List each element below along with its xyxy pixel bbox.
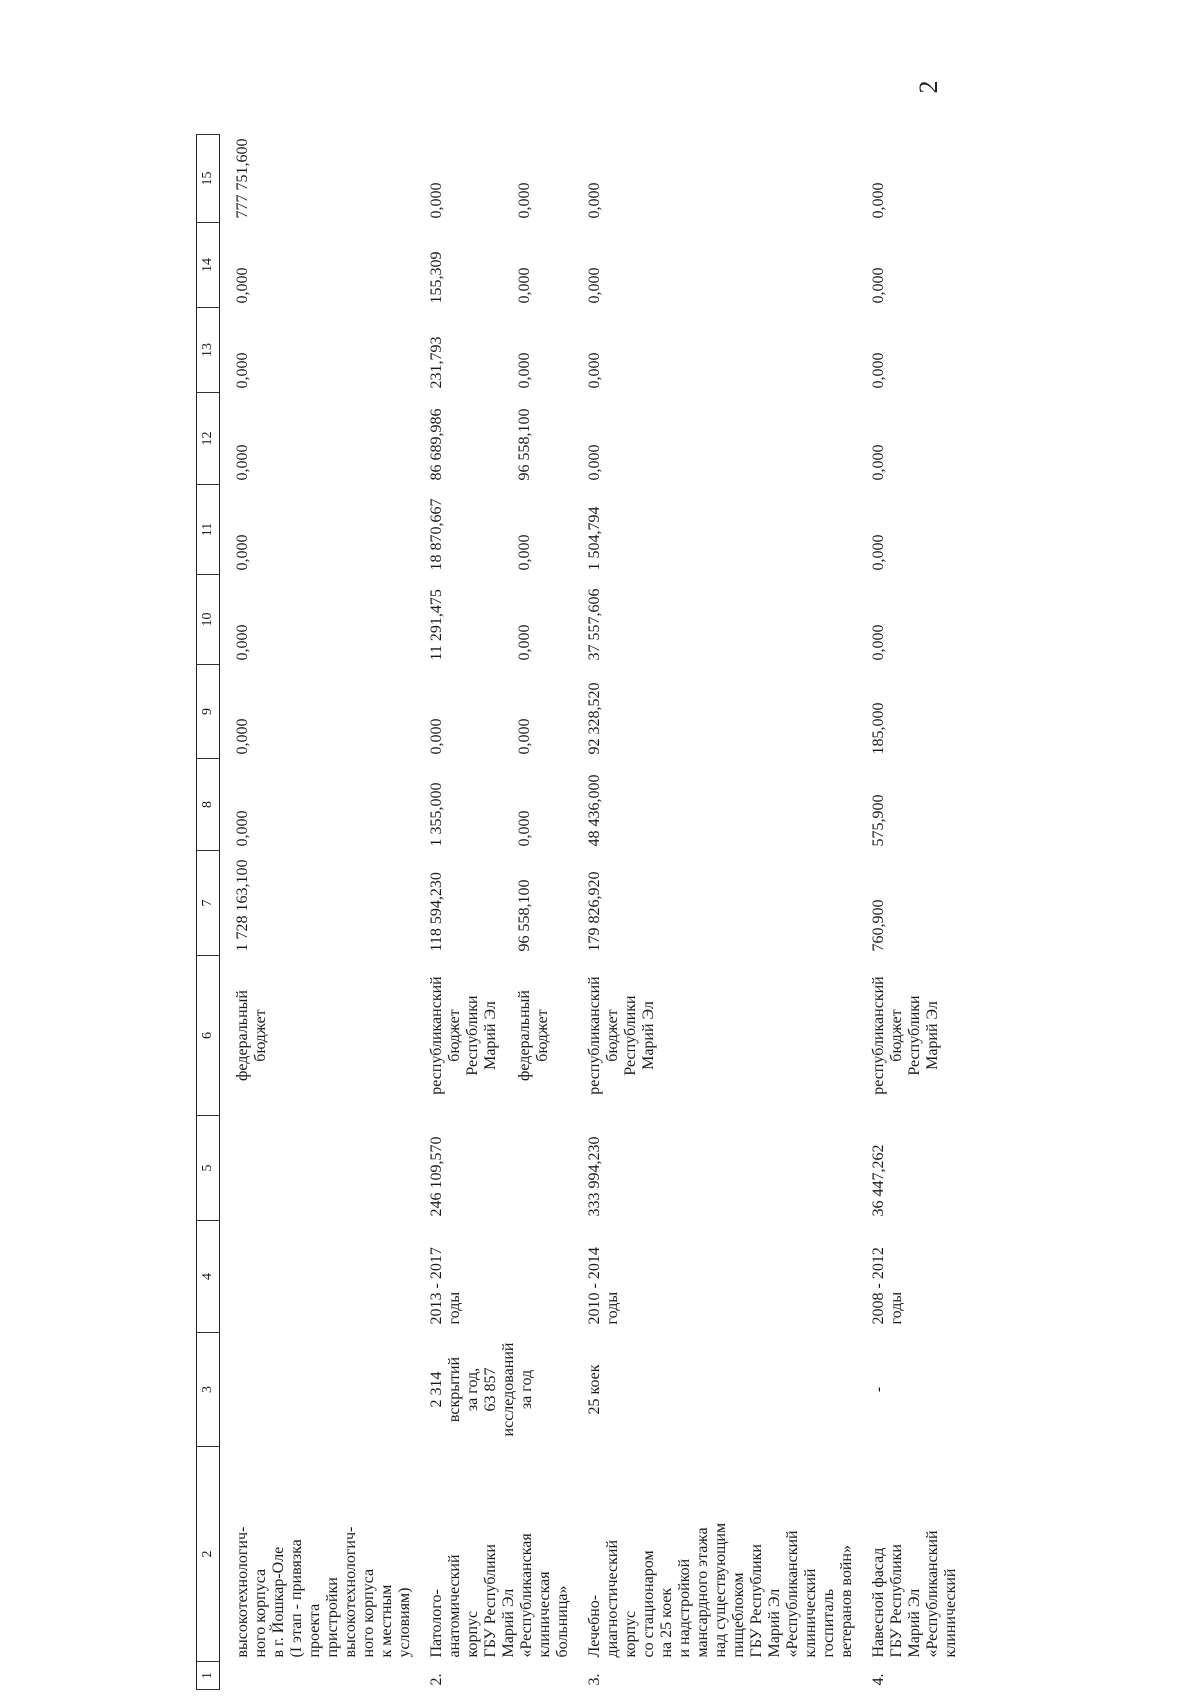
amount-cell (220, 759, 415, 851)
object-name (856, 1447, 960, 1662)
amount-value: 48 436,000 (586, 774, 603, 847)
object-name-line: ГБУ Республики (888, 1544, 905, 1658)
funding-source-line: Республики (464, 995, 481, 1076)
funding-source-line: республиканский (870, 976, 887, 1095)
amount-value: 37 557,606 (586, 588, 603, 661)
object-name-line: «Республиканский (924, 1530, 941, 1658)
column-header: 11 (197, 485, 220, 575)
column-header: 2 (197, 1447, 220, 1662)
funding-source (414, 956, 572, 1116)
amount-value: 0,000 (428, 182, 445, 219)
amount-value: 1 504,794 (586, 506, 603, 571)
amount-value: 0,000 (234, 810, 251, 847)
period-line: годы (446, 1291, 463, 1325)
amount-cell (572, 485, 856, 575)
column-header: 7 (197, 851, 220, 956)
amount-cell (572, 393, 856, 485)
object-name-line: клинический (802, 1568, 819, 1658)
table-row (572, 135, 856, 1690)
object-name-line: проекта (306, 1603, 323, 1658)
estimated-cost: 246 109,570 (428, 1136, 445, 1217)
period-line: годы (604, 1291, 621, 1325)
amount-cell (572, 665, 856, 759)
amount-value: 1 728 163,100 (234, 859, 251, 952)
amount-value: 0,000 (586, 444, 603, 481)
amount-value: 0,000 (586, 352, 603, 389)
funding-source-line: бюджет (888, 1009, 905, 1062)
amount-cell (414, 135, 572, 223)
amount-cell (414, 851, 572, 956)
object-name-line: Навесной фасад (870, 1547, 887, 1658)
amount-cell (414, 485, 572, 575)
amount-cell (414, 223, 572, 308)
amount-cell (856, 223, 960, 308)
amount-value: 1 355,000 (428, 782, 445, 847)
amount-cell (572, 308, 856, 393)
amount-value: 0,000 (516, 534, 533, 571)
capacity-line: за год (518, 1369, 535, 1410)
funding-source (572, 956, 856, 1116)
capacity (856, 1333, 960, 1447)
funding-source-line: Республики (622, 995, 639, 1076)
capacity (414, 1333, 572, 1447)
amount-value: 185,000 (870, 702, 887, 755)
amount-value: 0,000 (516, 718, 533, 755)
object-name-line: в г. Йошкар-Оле (270, 1546, 287, 1658)
capacity-line: - (870, 1386, 887, 1393)
funding-source-line: бюджет (604, 1009, 621, 1062)
row-number: 4. (870, 1673, 887, 1686)
column-header: 4 (197, 1221, 220, 1333)
amount-value: 0,000 (870, 624, 887, 661)
period-line: 2008 - 2012 (870, 1247, 887, 1325)
amount-value: 0,000 (870, 182, 887, 219)
amount-value: 11 291,475 (428, 589, 445, 661)
object-name-line: больница» (554, 1585, 571, 1658)
capacity-line: 2 314 (428, 1371, 445, 1408)
object-name-line: и надстройкой (676, 1558, 693, 1658)
object-name-line: ного корпуса (252, 1568, 269, 1658)
amount-cell (572, 759, 856, 851)
amount-cell (414, 665, 572, 759)
amount-cell (414, 393, 572, 485)
column-header: 15 (197, 135, 220, 223)
object-name-line: клинический (942, 1568, 959, 1658)
amount-value: 118 594,230 (428, 872, 445, 952)
amount-cell (414, 308, 572, 393)
amount-cell (220, 393, 415, 485)
amount-value: 0,000 (870, 444, 887, 481)
object-name-line: ГБУ Республики (482, 1544, 499, 1658)
amount-cell (856, 485, 960, 575)
column-header: 12 (197, 393, 220, 485)
amount-cell (220, 665, 415, 759)
object-name-line: Марий Эл (500, 1588, 517, 1658)
amount-cell (856, 308, 960, 393)
capacity-line: вскрытий (446, 1356, 463, 1423)
object-name-line: к местным (378, 1584, 395, 1658)
amount-value: 0,000 (234, 352, 251, 389)
capacity (572, 1333, 856, 1447)
table-row (414, 135, 572, 1690)
amount-cell (856, 135, 960, 223)
object-name-line: Марий Эл (766, 1588, 783, 1658)
object-name-line: корпус (464, 1610, 481, 1658)
object-name-line: на 25 коек (658, 1587, 675, 1658)
estimated-cost: 333 994,230 (586, 1136, 603, 1217)
amount-value: 0,000 (234, 267, 251, 304)
object-name (414, 1447, 572, 1662)
amount-cell (572, 851, 856, 956)
amount-cell (856, 575, 960, 665)
construction-period (572, 1221, 856, 1333)
funding-source-line: федеральный (516, 990, 533, 1081)
column-header: 10 (197, 575, 220, 665)
period-line: годы (888, 1291, 905, 1325)
funding-source-line: Марий Эл (924, 1001, 941, 1070)
object-name-line: корпус (622, 1610, 639, 1658)
amount-value: 96 558,100 (516, 408, 533, 481)
column-header: 3 (197, 1333, 220, 1447)
page-number: 2 (914, 80, 943, 94)
funding-source-line: республиканский (428, 976, 445, 1095)
amount-cell (220, 223, 415, 308)
object-name-line: пищеблоком (730, 1572, 747, 1658)
amount-cell (856, 393, 960, 485)
rotated-table-container (196, 70, 1196, 1690)
amount-value: 0,000 (516, 182, 533, 219)
amount-value: 86 689,986 (428, 408, 445, 481)
amount-value: 155,309 (428, 251, 445, 304)
column-header: 5 (197, 1116, 220, 1221)
funding-source-block (516, 960, 552, 1112)
construction-period (856, 1221, 960, 1333)
object-name-line: диагностический (604, 1539, 621, 1658)
amount-cell (572, 575, 856, 665)
object-name (572, 1447, 856, 1662)
amount-value: 18 870,667 (428, 498, 445, 571)
capacity-line: исследований (500, 1342, 517, 1437)
funding-source-line: Марий Эл (640, 1001, 657, 1070)
funding-source-block (870, 960, 942, 1112)
amount-value: 231,793 (428, 336, 445, 389)
funding-source-line: Марий Эл (482, 1001, 499, 1070)
object-name-line: над существующим (712, 1522, 729, 1658)
amount-cell (220, 135, 415, 223)
amount-value: 0,000 (234, 534, 251, 571)
object-name-line: (I этап - привязка (288, 1539, 305, 1658)
amount-value: 0,000 (516, 624, 533, 661)
construction-period (414, 1221, 572, 1333)
object-name-line: «Республиканская (518, 1533, 535, 1658)
amount-cell (220, 575, 415, 665)
capacity-line: за год, (464, 1367, 481, 1412)
estimated-cost: 36 447,262 (870, 1144, 887, 1217)
column-number-header-row (197, 135, 220, 1690)
object-name-line: высокотехнологич- (342, 1526, 359, 1658)
column-header: 9 (197, 665, 220, 759)
amount-cell (572, 223, 856, 308)
amount-cell (220, 308, 415, 393)
amount-value: 0,000 (870, 267, 887, 304)
funding-source-block (586, 960, 658, 1112)
amount-value: 0,000 (586, 267, 603, 304)
amount-cell (572, 135, 856, 223)
amount-value: 0,000 (234, 444, 251, 481)
object-name-line: Патолого- (428, 1589, 445, 1658)
amount-value: 0,000 (234, 718, 251, 755)
amount-value: 0,000 (586, 182, 603, 219)
amount-cell (414, 575, 572, 665)
object-name-line: ветеранов войн» (838, 1545, 855, 1658)
object-name-line: ного корпуса (360, 1568, 377, 1658)
object-name-line: Марий Эл (906, 1588, 923, 1658)
capacity (220, 1333, 415, 1447)
row-number: 3. (586, 1673, 603, 1686)
estimated-cost (220, 1116, 415, 1221)
row-number: 2. (428, 1673, 445, 1686)
object-name-line: Лечебно- (586, 1594, 603, 1658)
amount-value: 92 328,520 (586, 682, 603, 755)
amount-cell (414, 759, 572, 851)
funding-source-line: бюджет (534, 1009, 551, 1062)
funding-source (220, 956, 415, 1116)
column-header: 1 (197, 1662, 220, 1690)
amount-cell (856, 851, 960, 956)
table-body (220, 135, 961, 1690)
funding-source-line: Республики (906, 995, 923, 1076)
column-header: 6 (197, 956, 220, 1116)
object-name-line: анатомический (446, 1554, 463, 1658)
amount-value: 0,000 (516, 352, 533, 389)
funding-source-line: федеральный (234, 990, 251, 1081)
amount-value: 179 826,920 (586, 871, 603, 952)
object-name (220, 1447, 415, 1662)
funding-source-line: бюджет (446, 1009, 463, 1062)
funding-source-line: бюджет (252, 1009, 269, 1062)
amount-cell (856, 665, 960, 759)
object-name-line: со стационаром (640, 1550, 657, 1658)
object-name-line: госпиталь (820, 1589, 837, 1658)
table-row (220, 135, 415, 1690)
object-name-line: пристройки (324, 1577, 341, 1658)
budget-table (196, 134, 960, 1690)
period-line: 2013 - 2017 (428, 1247, 445, 1325)
construction-period (220, 1221, 415, 1333)
column-header: 8 (197, 759, 220, 851)
column-header: 14 (197, 223, 220, 308)
capacity-line: 63 857 (482, 1367, 499, 1412)
amount-value: 0,000 (516, 810, 533, 847)
object-name-line: ГБУ Республики (748, 1544, 765, 1658)
amount-value: 0,000 (870, 534, 887, 571)
object-name-line: высокотехнологич- (234, 1526, 251, 1658)
amount-value: 0,000 (516, 267, 533, 304)
table-row (856, 135, 960, 1690)
object-name-line: клиническая (536, 1571, 553, 1658)
object-name-line: условиям) (396, 1587, 413, 1658)
amount-cell (220, 851, 415, 956)
amount-value: 96 558,100 (516, 879, 533, 952)
amount-value: 575,900 (870, 794, 887, 847)
amount-value: 0,000 (870, 352, 887, 389)
amount-cell (220, 485, 415, 575)
amount-value: 0,000 (428, 718, 445, 755)
funding-source-block (234, 960, 270, 1112)
object-name-line: «Республиканский (784, 1530, 801, 1658)
funding-source-line: республиканский (586, 976, 603, 1095)
amount-value: 0,000 (234, 624, 251, 661)
funding-source (856, 956, 960, 1116)
row-number (220, 1662, 415, 1690)
amount-value: 777 751,600 (234, 138, 251, 219)
amount-value: 760,900 (870, 899, 887, 952)
period-line: 2010 - 2014 (586, 1247, 603, 1325)
amount-cell (856, 759, 960, 851)
object-name-line: мансардного этажа (694, 1527, 711, 1658)
column-header: 13 (197, 308, 220, 393)
capacity-line: 25 коек (586, 1364, 603, 1415)
funding-source-block (428, 960, 500, 1112)
